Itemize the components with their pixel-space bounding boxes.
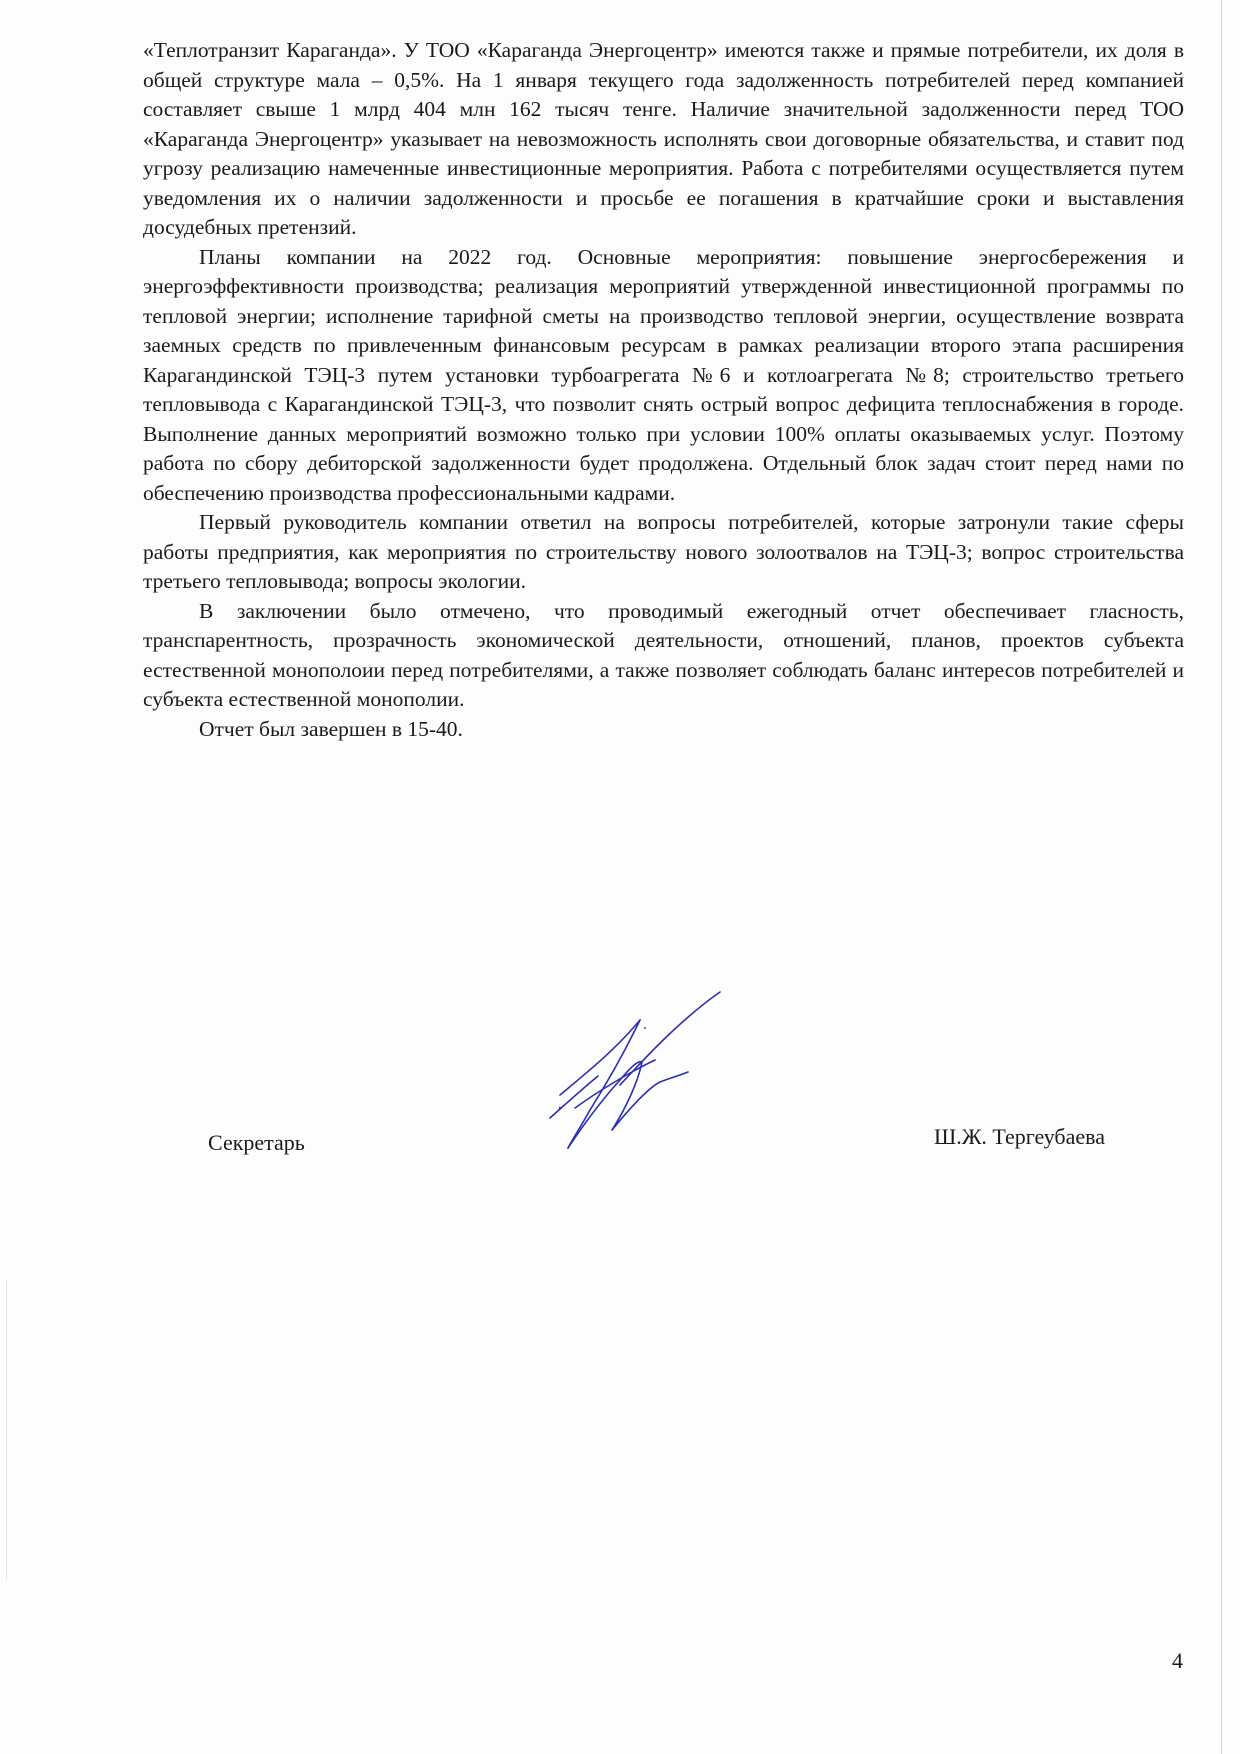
paragraph-conclusion: В заключении было отмечено, что проводимый ежегодный отчет обеспечивает гласность, транспарентность, прозрачность экономической деятельности, отношений, планов, проектов субъекта естественной монополоии перед потребителями, а также позволяет соблюдать баланс интересов потребителей и субъекта естественной монополии. [143,598,1184,711]
document-body [143,36,1184,744]
scan-edge-line [1221,0,1222,1754]
paragraph-questions: Первый руководитель компании ответил на вопросы потребителей, которые затронули такие сферы работы предприятия, как мероприятия по строительству нового золоотвалов на ТЭЦ-3; вопрос строительства третьего тепловывода; вопросы экологии. [143,510,1184,593]
paragraph-plans-2022: Планы компании на 2022 год. Основные мероприятия: повышение энергосбережения и энергоэффективности производства; реализация мероприятий утвержденной инвестиционной программы по тепловой энергии; исполнение тарифной сметы на производство тепловой энергии, осуществление возврата заемных средств по привлеченным финансовым ресурсам в рамках реализации второго этапа расширения Карагандинской ТЭЦ-3 путем установки турбоагрегата №6 и котлоагрегата №8; строительство третьего тепловывода с Карагандинской ТЭЦ-3, что позволит снять острый вопрос дефицита теплоснабжения в городе. Выполнение данных мероприятий возможно только при условии 100% оплаты оказываемых услуг. Поэтому работа по сбору дебиторской задолженности будет продолжена. Отдельный блок задач стоит перед нами по обеспечению производства профессиональными кадрами. [143,244,1184,505]
paragraph-debt: «Теплотранзит Караганда». У ТОО «Караганда Энергоцентр» имеются также и прямые потребители, их доля в общей структуре мала – 0,5%. На 1 января текущего года задолженность потребителей перед компанией составляет свыше 1 млрд 404 млн 162 тысяч тенге. Наличие значительной задолженности перед ТОО «Караганда Энергоцентр» указывает на невозможность исполнять свои договорные обязательства, и ставит под угрозу реализацию намеченные инвестиционные мероприятия. Работа с потребителями осуществляется путем уведомления их о наличии задолженности и просьбе ее погашения в кратчайшие сроки и выставления досудебных претензий. [143,38,1184,239]
paragraph-end-time: Отчет был завершен в 15-40. [199,716,463,741]
signatory-name: Ш.Ж. Тергеубаева [934,1124,1106,1149]
page-number: 4 [1172,1648,1183,1673]
signature-block [0,1124,1240,1170]
scan-edge-line-left [6,1280,7,1580]
signatory-title: Секретарь [208,1130,305,1155]
